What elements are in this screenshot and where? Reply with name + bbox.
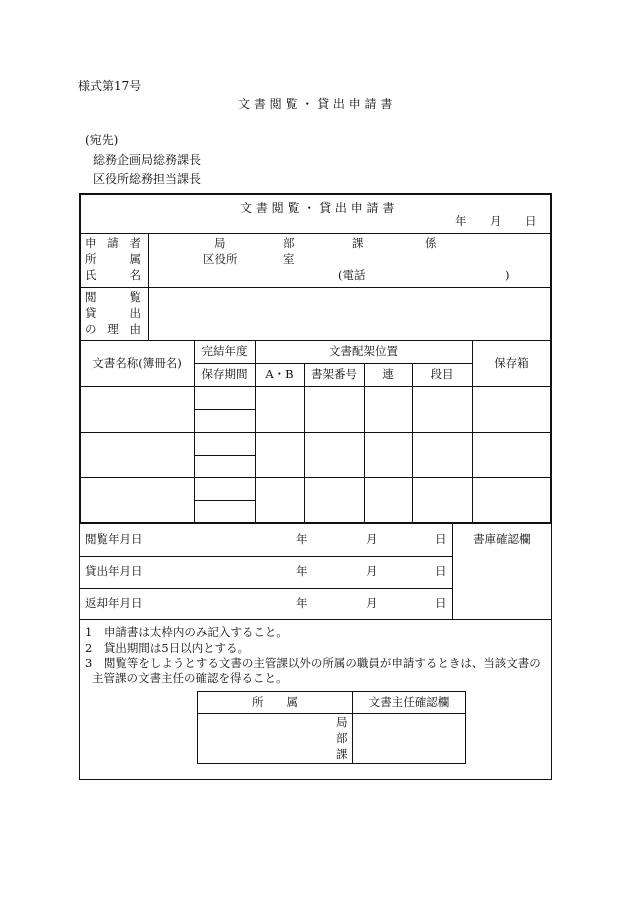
return-date-month: 月	[366, 596, 378, 610]
col-ab: A・B	[265, 367, 294, 381]
note-3-continued: 主管課の文書主任の確認を得ること。	[92, 671, 288, 685]
return-date-label: 返却年月日	[85, 596, 143, 610]
col-storage-box: 保存箱	[494, 356, 529, 370]
view-date-label: 閲覧年月日	[85, 532, 143, 546]
col-ren: 連	[382, 367, 394, 381]
label-char: の	[85, 322, 97, 336]
form-number: 様式第17号	[78, 79, 142, 93]
divider	[194, 363, 472, 364]
note-1: 1 申請書は太枠内のみ記入すること。	[85, 625, 288, 639]
divider	[364, 363, 365, 523]
divider	[80, 556, 452, 557]
divider	[80, 386, 551, 387]
phone-close: )	[505, 268, 510, 282]
name-label	[85, 270, 141, 282]
divider	[194, 500, 255, 501]
col-dan: 段目	[430, 367, 454, 381]
label-char: 由	[129, 322, 141, 336]
lend-date-day: 日	[435, 564, 447, 578]
reason-label-line-2	[85, 308, 141, 320]
divider	[194, 455, 255, 456]
divider	[80, 287, 551, 288]
divider	[194, 409, 255, 410]
reason-label-line-3	[85, 324, 141, 336]
view-date-day: 日	[435, 532, 447, 546]
label-char: 理	[107, 322, 119, 336]
page-title: 文 書 閲 覧 ・ 貸 出 申 請 書	[238, 97, 393, 111]
lend-date-year: 年	[296, 564, 308, 578]
reason-label-line-1	[85, 292, 141, 304]
divider	[148, 233, 149, 340]
divider	[80, 588, 452, 589]
divider	[80, 233, 551, 234]
applicant-label	[85, 238, 141, 250]
lend-date-label: 貸出年月日	[85, 564, 143, 578]
date-year-label: 年	[455, 214, 467, 228]
divider	[197, 713, 466, 714]
bu-label: 部	[283, 236, 295, 250]
divider	[80, 432, 551, 433]
divider	[80, 619, 551, 620]
label-char: 所	[85, 252, 97, 266]
col-retention-period: 保存期間	[201, 367, 248, 381]
unit-kyoku: 局	[336, 715, 348, 729]
col-shelf-number: 書架番号	[311, 367, 357, 381]
return-date-year: 年	[296, 596, 308, 610]
kakari-label: 係	[425, 236, 437, 250]
unit-bu: 部	[336, 731, 348, 745]
view-date-year: 年	[296, 532, 308, 546]
unit-ka: 課	[336, 747, 348, 761]
archive-confirm-label: 書庫確認欄	[473, 532, 531, 546]
date-month-label: 月	[490, 214, 502, 228]
kyoku-label: 局	[214, 236, 226, 250]
note-3: 3 閲覧等をしようとする文書の主管課以外の所属の職員が申請するときは、当該文書の	[85, 656, 541, 670]
affiliation-header: 所 属	[252, 695, 298, 709]
date-day-label: 日	[525, 214, 537, 228]
label-char: 請	[107, 236, 119, 250]
label-char: 出	[129, 306, 141, 320]
label-char: 属	[129, 252, 141, 266]
label-char: 覧	[129, 290, 141, 304]
form-title: 文 書 閲 覧 ・ 貸 出 申 請 書	[240, 201, 395, 215]
label-char: 名	[129, 268, 141, 282]
col-location: 文書配架位置	[329, 344, 398, 358]
ka-label: 課	[352, 236, 364, 250]
phone-open: (電話	[338, 268, 366, 282]
label-char: 申	[85, 236, 97, 250]
shitsu-label: 室	[283, 252, 295, 266]
label-char: 者	[129, 236, 141, 250]
label-char: 閲	[85, 290, 97, 304]
addressee-line-2: 区役所総務担当課長	[93, 172, 202, 186]
addressee-label: (宛先)	[85, 133, 119, 147]
addressee-line-1: 総務企画局総務課長	[93, 153, 202, 167]
label-char: 氏	[85, 268, 97, 282]
affiliation-label	[85, 254, 141, 266]
kuyakusho-label: 区役所	[203, 252, 238, 266]
return-date-day: 日	[435, 596, 447, 610]
divider	[80, 477, 551, 478]
divider	[80, 340, 551, 341]
col-document-name: 文書名称(簿冊名)	[92, 356, 182, 370]
divider	[412, 363, 413, 523]
divider	[304, 363, 305, 523]
note-2: 2 貸出期間は5日以内とする。	[85, 641, 250, 655]
label-char: 貸	[85, 306, 97, 320]
view-date-month: 月	[366, 532, 378, 546]
document-officer-header: 文書主任確認欄	[368, 695, 450, 709]
lend-date-month: 月	[366, 564, 378, 578]
col-completion-year: 完結年度	[201, 344, 248, 358]
divider	[452, 524, 453, 619]
